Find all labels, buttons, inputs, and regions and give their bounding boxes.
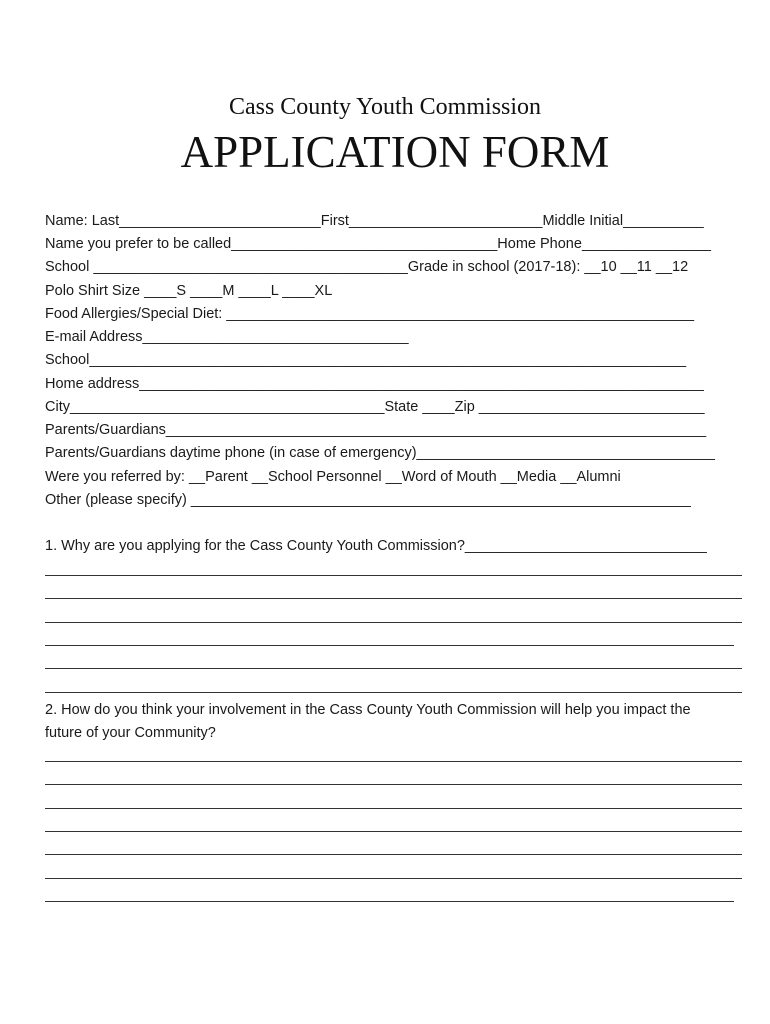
answer-line[interactable] [45,692,742,693]
answer-line[interactable] [45,622,742,623]
other-specify-field[interactable]: Other (please specify) ______________________________________________________________ [45,492,691,508]
answer-line[interactable] [45,784,742,785]
email-field[interactable]: E-mail Address_________________________________ [45,329,409,345]
polo-shirt-size-field[interactable]: Polo Shirt Size ____S ____M ____L ____XL [45,283,333,299]
school-field[interactable]: School__________________________________________________________________________ [45,352,687,368]
answer-line[interactable] [45,901,734,902]
answer-line[interactable] [45,598,742,599]
answer-line[interactable] [45,668,742,669]
answer-line[interactable] [45,854,742,855]
home-address-field[interactable]: Home address______________________________________________________________________ [45,376,704,392]
school-grade-field[interactable]: School _______________________________________Grade in school (2017-18): __10 __11 __12 [45,259,689,275]
name-field[interactable]: Name: Last_________________________First________________________Middle Initial__________ [45,213,704,229]
parents-phone-field[interactable]: Parents/Guardians daytime phone (in case of emergency)_____________________________________ [45,445,715,461]
answer-line[interactable] [45,808,742,809]
answer-line[interactable] [45,575,742,576]
answer-line[interactable] [45,878,742,879]
question-2-line-1: 2. How do you think your involvement in the Cass County Youth Commission will help you impact the [45,702,691,718]
question-1: 1. Why are you applying for the Cass County Youth Commission?______________________________ [45,538,707,554]
answer-line[interactable] [45,831,742,832]
food-allergies-field[interactable]: Food Allergies/Special Diet: __________________________________________________________ [45,306,695,322]
answer-line[interactable] [45,645,734,646]
parents-guardians-field[interactable]: Parents/Guardians___________________________________________________________________ [45,422,707,438]
referral-field[interactable]: Were you referred by: __Parent __School Personnel __Word of Mouth __Media __Alumni [45,469,621,485]
city-state-zip-field[interactable]: City_______________________________________State ____Zip ____________________________ [45,399,705,415]
question-2-line-2: future of your Community? [45,725,216,741]
answer-line[interactable] [45,761,742,762]
preferred-name-field[interactable]: Name you prefer to be called_________________________________Home Phone________________ [45,236,711,252]
form-title: APPLICATION FORM [180,127,610,177]
organization-title: Cass County Youth Commission [228,94,542,120]
